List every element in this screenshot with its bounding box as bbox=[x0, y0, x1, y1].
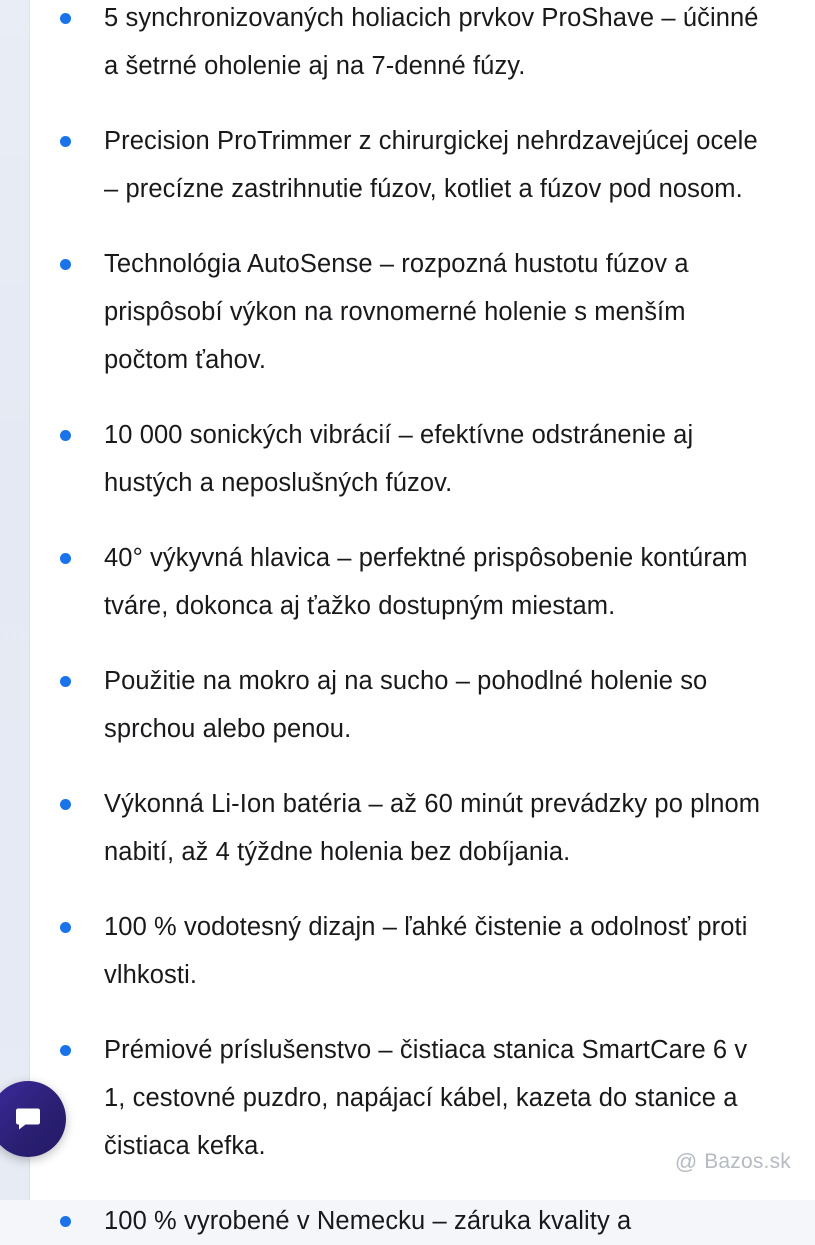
chat-bubble-icon bbox=[11, 1102, 45, 1136]
bullet-icon bbox=[60, 136, 71, 147]
bullet-icon bbox=[60, 259, 71, 270]
bullet-icon bbox=[60, 430, 71, 441]
list-item-text: 40° výkyvná hlavica – perfektné prispôsobenie kontúram tváre, dokonca aj ťažko dostupným miestam. bbox=[104, 544, 748, 620]
watermark-mark: @ bbox=[674, 1149, 698, 1174]
list-item-text: 5 synchronizovaných holiacich prvkov ProShave – účinné a šetrné oholenie aj na 7-denné fúzy. bbox=[104, 4, 759, 80]
watermark-text: Bazos.sk bbox=[704, 1150, 791, 1173]
list-item bbox=[30, 1197, 815, 1245]
content-card bbox=[30, 0, 815, 1235]
watermark bbox=[675, 1150, 791, 1174]
bullet-icon bbox=[60, 676, 71, 687]
list-item bbox=[30, 411, 815, 507]
list-item bbox=[30, 534, 815, 630]
list-item bbox=[30, 0, 815, 90]
list-item bbox=[30, 903, 815, 999]
feature-list bbox=[30, 0, 815, 1245]
list-item-text: Prémiové príslušenstvo – čistiaca stanica SmartCare 6 v 1, cestovné puzdro, napájací kábel, kazeta do stanice a čistiaca kefka. bbox=[104, 1036, 748, 1160]
list-item-text: Výkonná Li-Ion batéria – až 60 minút prevádzky po plnom nabití, až 4 týždne holenia bez dobíjania. bbox=[104, 790, 761, 866]
list-item bbox=[30, 780, 815, 876]
list-item bbox=[30, 117, 815, 213]
list-item bbox=[30, 657, 815, 753]
bullet-icon bbox=[60, 1216, 71, 1227]
bullet-icon bbox=[60, 1045, 71, 1056]
list-item bbox=[30, 240, 815, 384]
list-item-text: 10 000 sonických vibrácií – efektívne odstránenie aj hustých a neposlušných fúzov. bbox=[104, 421, 694, 497]
bullet-icon bbox=[60, 553, 71, 564]
page-edge-strip bbox=[0, 0, 30, 1200]
list-item-text: 100 % vyrobené v Nemecku – záruka kvality a bbox=[104, 1207, 632, 1235]
list-item-text: Použitie na mokro aj na sucho – pohodlné holenie so sprchou alebo penou. bbox=[104, 667, 708, 743]
bullet-icon bbox=[60, 799, 71, 810]
bullet-icon bbox=[60, 13, 71, 24]
bullet-icon bbox=[60, 922, 71, 933]
list-item-text: 100 % vodotesný dizajn – ľahké čistenie a odolnosť proti vlhkosti. bbox=[104, 913, 748, 989]
list-item-text: Technológia AutoSense – rozpozná hustotu fúzov a prispôsobí výkon na rovnomerné holenie s menším počtom ťahov. bbox=[104, 250, 689, 374]
list-item-text: Precision ProTrimmer z chirurgickej nehrdzavejúcej ocele – precízne zastrihnutie fúzov, kotliet a fúzov pod nosom. bbox=[104, 127, 758, 203]
list-item bbox=[30, 1026, 815, 1170]
